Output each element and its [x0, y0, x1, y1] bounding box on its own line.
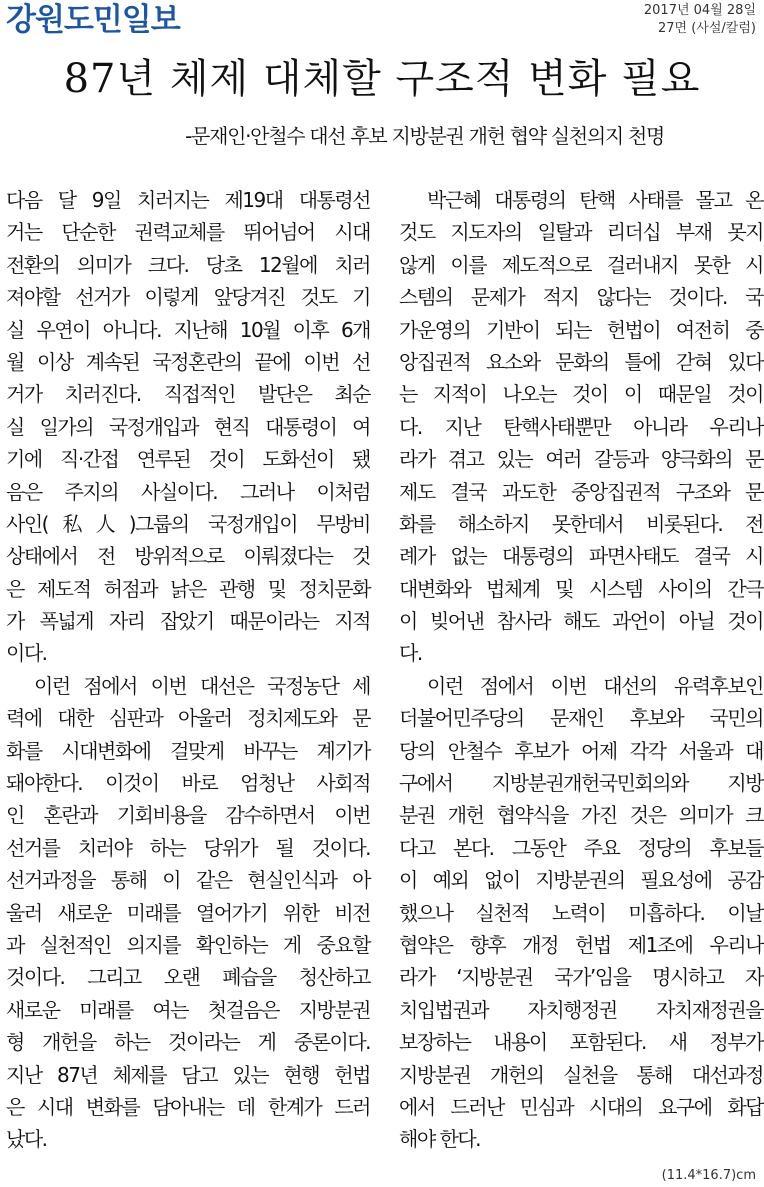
article-text-line: 이다. — [6, 641, 47, 666]
article-text-line: 것이다. 그리고 오랜 폐습을 청산하고 — [6, 965, 370, 990]
article-text-line: 더불어민주당의 문재인 후보와 국민의 — [399, 706, 763, 731]
article-text-line: 않게 이를 제도적으로 걸러내지 못한 시 — [399, 252, 763, 277]
article-text-line: 상태에서 전 방위적으로 이뤄졌다는 것 — [6, 544, 370, 569]
article-text-line: 다. — [399, 641, 422, 666]
article-text-line: 앙집권적 요소와 문화의 틀에 갇혀 있다 — [399, 349, 763, 374]
article-text-line: 전환의 의미가 크다. 당초 12월에 치러 — [6, 252, 370, 277]
article-text-line: 라가 겪고 있는 여러 갈등과 양극화의 문 — [399, 447, 763, 472]
article-text-line: 지방분권 개헌의 실천을 통해 대선과정 — [399, 1062, 763, 1087]
article-text-line: 났다. — [6, 1127, 47, 1152]
article-text-line: 스템의 문제가 적지 않다는 것이다. 국 — [399, 285, 763, 310]
article-text-line: 월 이상 계속된 국정혼란의 끝에 이번 선 — [6, 349, 370, 374]
article-text-line: 선거과정을 통해 이 같은 현실인식과 아 — [6, 868, 370, 893]
article-subheadline: -문재인·안철수 대선 후보 지방분권 개헌 협약 실천의지 천명 — [185, 124, 664, 148]
article-size-note: (11.4*16.7)cm — [661, 1168, 756, 1183]
article-column-right — [399, 184, 763, 1156]
article-text-line: 에서 드러난 민심과 시대의 요구에 화답 — [399, 1094, 763, 1119]
newspaper-masthead: 강원도민일보 — [6, 2, 180, 38]
article-text-line: 거는 단순한 권력교체를 뛰어넘어 시대 — [6, 220, 370, 245]
article-text-line: 은 시대 변화를 담아내는 데 한계가 드러 — [6, 1094, 370, 1119]
article-text-line: 는 지적이 나오는 것이 이 때문일 것이 — [399, 382, 763, 407]
publication-date: 2017년 04월 28일 — [643, 3, 756, 18]
article-text-line: 것도 지도자의 일탈과 리더십 부재 못지 — [399, 220, 763, 245]
article-text-line: 거가 치러진다. 직접적인 발단은 최순 — [6, 382, 370, 407]
article-text-line: 치입법권과 자치행정권 자치재정권을 — [399, 997, 763, 1022]
article-text-line: 협약은 향후 개정 헌법 제1조에 우리나 — [399, 932, 763, 957]
article-text-line: 가 폭넓게 자리 잡았기 때문이라는 지적 — [6, 609, 370, 634]
article-text-line: 선거를 치러야 하는 당위가 될 것이다. — [6, 835, 370, 860]
article-text-line: 은 제도적 허점과 낡은 관행 및 정치문화 — [6, 576, 370, 601]
page-section: 27면 (사설/칼럼) — [658, 21, 756, 36]
article-text-line: 분권 개헌 협약식을 가진 것은 의미가 크 — [399, 803, 763, 828]
article-text-line: 져야할 선거가 이렇게 앞당겨진 것도 기 — [6, 285, 370, 310]
article-text-line: 화를 시대변화에 걸맞게 바꾸는 계기가 — [6, 738, 370, 763]
article-text-line: 당의 안철수 후보가 어제 각각 서울과 대 — [399, 738, 763, 763]
article-text-line: 과 실천적인 의지를 확인하는 게 중요할 — [6, 932, 370, 957]
article-text-line: 지난 87년 체제를 담고 있는 현행 헌법 — [6, 1062, 370, 1087]
article-headline: 87년 체제 대체할 구조적 변화 필요 — [63, 56, 701, 102]
article-text-line: 이런 점에서 이번 대선은 국정농단 세 — [34, 673, 370, 698]
article-text-line: 다. 지난 탄핵사태뿐만 아니라 우리나 — [399, 414, 763, 439]
article-text-line: 인 혼란과 기회비용을 감수하면서 이번 — [6, 803, 370, 828]
article-text-line: 사인(私人)그룹의 국정개입이 무방비 — [6, 511, 370, 536]
article-text-line: 했으나 실천적 노력이 미흡하다. 이날 — [399, 900, 763, 925]
publication-meta — [644, 2, 756, 38]
article-text-line: 력에 대한 심판과 아울러 정치제도와 문 — [6, 706, 370, 731]
article-text-line: 구에서 지방분권개헌국민회의와 지방 — [399, 771, 763, 796]
article-text-line: 라가 ‘지방분권 국가’임을 명시하고 자 — [399, 965, 763, 990]
article-text-line: 실 우연이 아니다. 지난해 10월 이후 6개 — [6, 317, 370, 342]
article-text-line: 돼야한다. 이것이 바로 엄청난 사회적 — [6, 771, 370, 796]
article-text-line: 이 빚어낸 참사라 해도 과언이 아닐 것이 — [399, 609, 763, 634]
article-text-line: 대변화와 법체계 및 시스템 사이의 간극 — [399, 576, 763, 601]
article-text-line: 음은 주지의 사실이다. 그러나 이처럼 — [6, 479, 370, 504]
article-text-line: 다음 달 9일 치러지는 제19대 대통령선 — [6, 188, 370, 212]
article-text-line: 박근혜 대통령의 탄핵 사태를 몰고 온 — [427, 188, 763, 212]
article-text-line: 이런 점에서 이번 대선의 유력후보인 — [427, 673, 763, 698]
article-text-line: 례가 없는 대통령의 파면사태도 결국 시 — [399, 544, 763, 569]
article-text-line: 형 개헌을 하는 것이라는 게 중론이다. — [6, 1030, 370, 1055]
article-text-line: 새로운 미래를 여는 첫걸음은 지방분권 — [6, 997, 370, 1022]
article-text-line: 가운영의 기반이 되는 헌법이 여전히 중 — [399, 317, 763, 342]
article-text-line: 이 예외 없이 지방분권의 필요성에 공감 — [399, 868, 763, 893]
article-text-line: 기에 직·간접 연루된 것이 도화선이 됐 — [6, 447, 370, 472]
article-text-line: 다고 본다. 그동안 주요 정당의 후보들 — [399, 835, 763, 860]
article-text-line: 화를 해소하지 못한데서 비롯된다. 전 — [399, 511, 763, 536]
article-text-line: 울러 새로운 미래를 열어가기 위한 비전 — [6, 900, 370, 925]
article-text-line: 실 일가의 국정개입과 현직 대통령이 여 — [6, 414, 370, 439]
article-text-line: 해야 한다. — [399, 1127, 480, 1152]
article-text-line: 제도 결국 과도한 중앙집권적 구조와 문 — [399, 479, 763, 504]
article-text-line: 보장하는 내용이 포함된다. 새 정부가 — [399, 1030, 763, 1055]
article-column-left — [6, 184, 370, 1156]
